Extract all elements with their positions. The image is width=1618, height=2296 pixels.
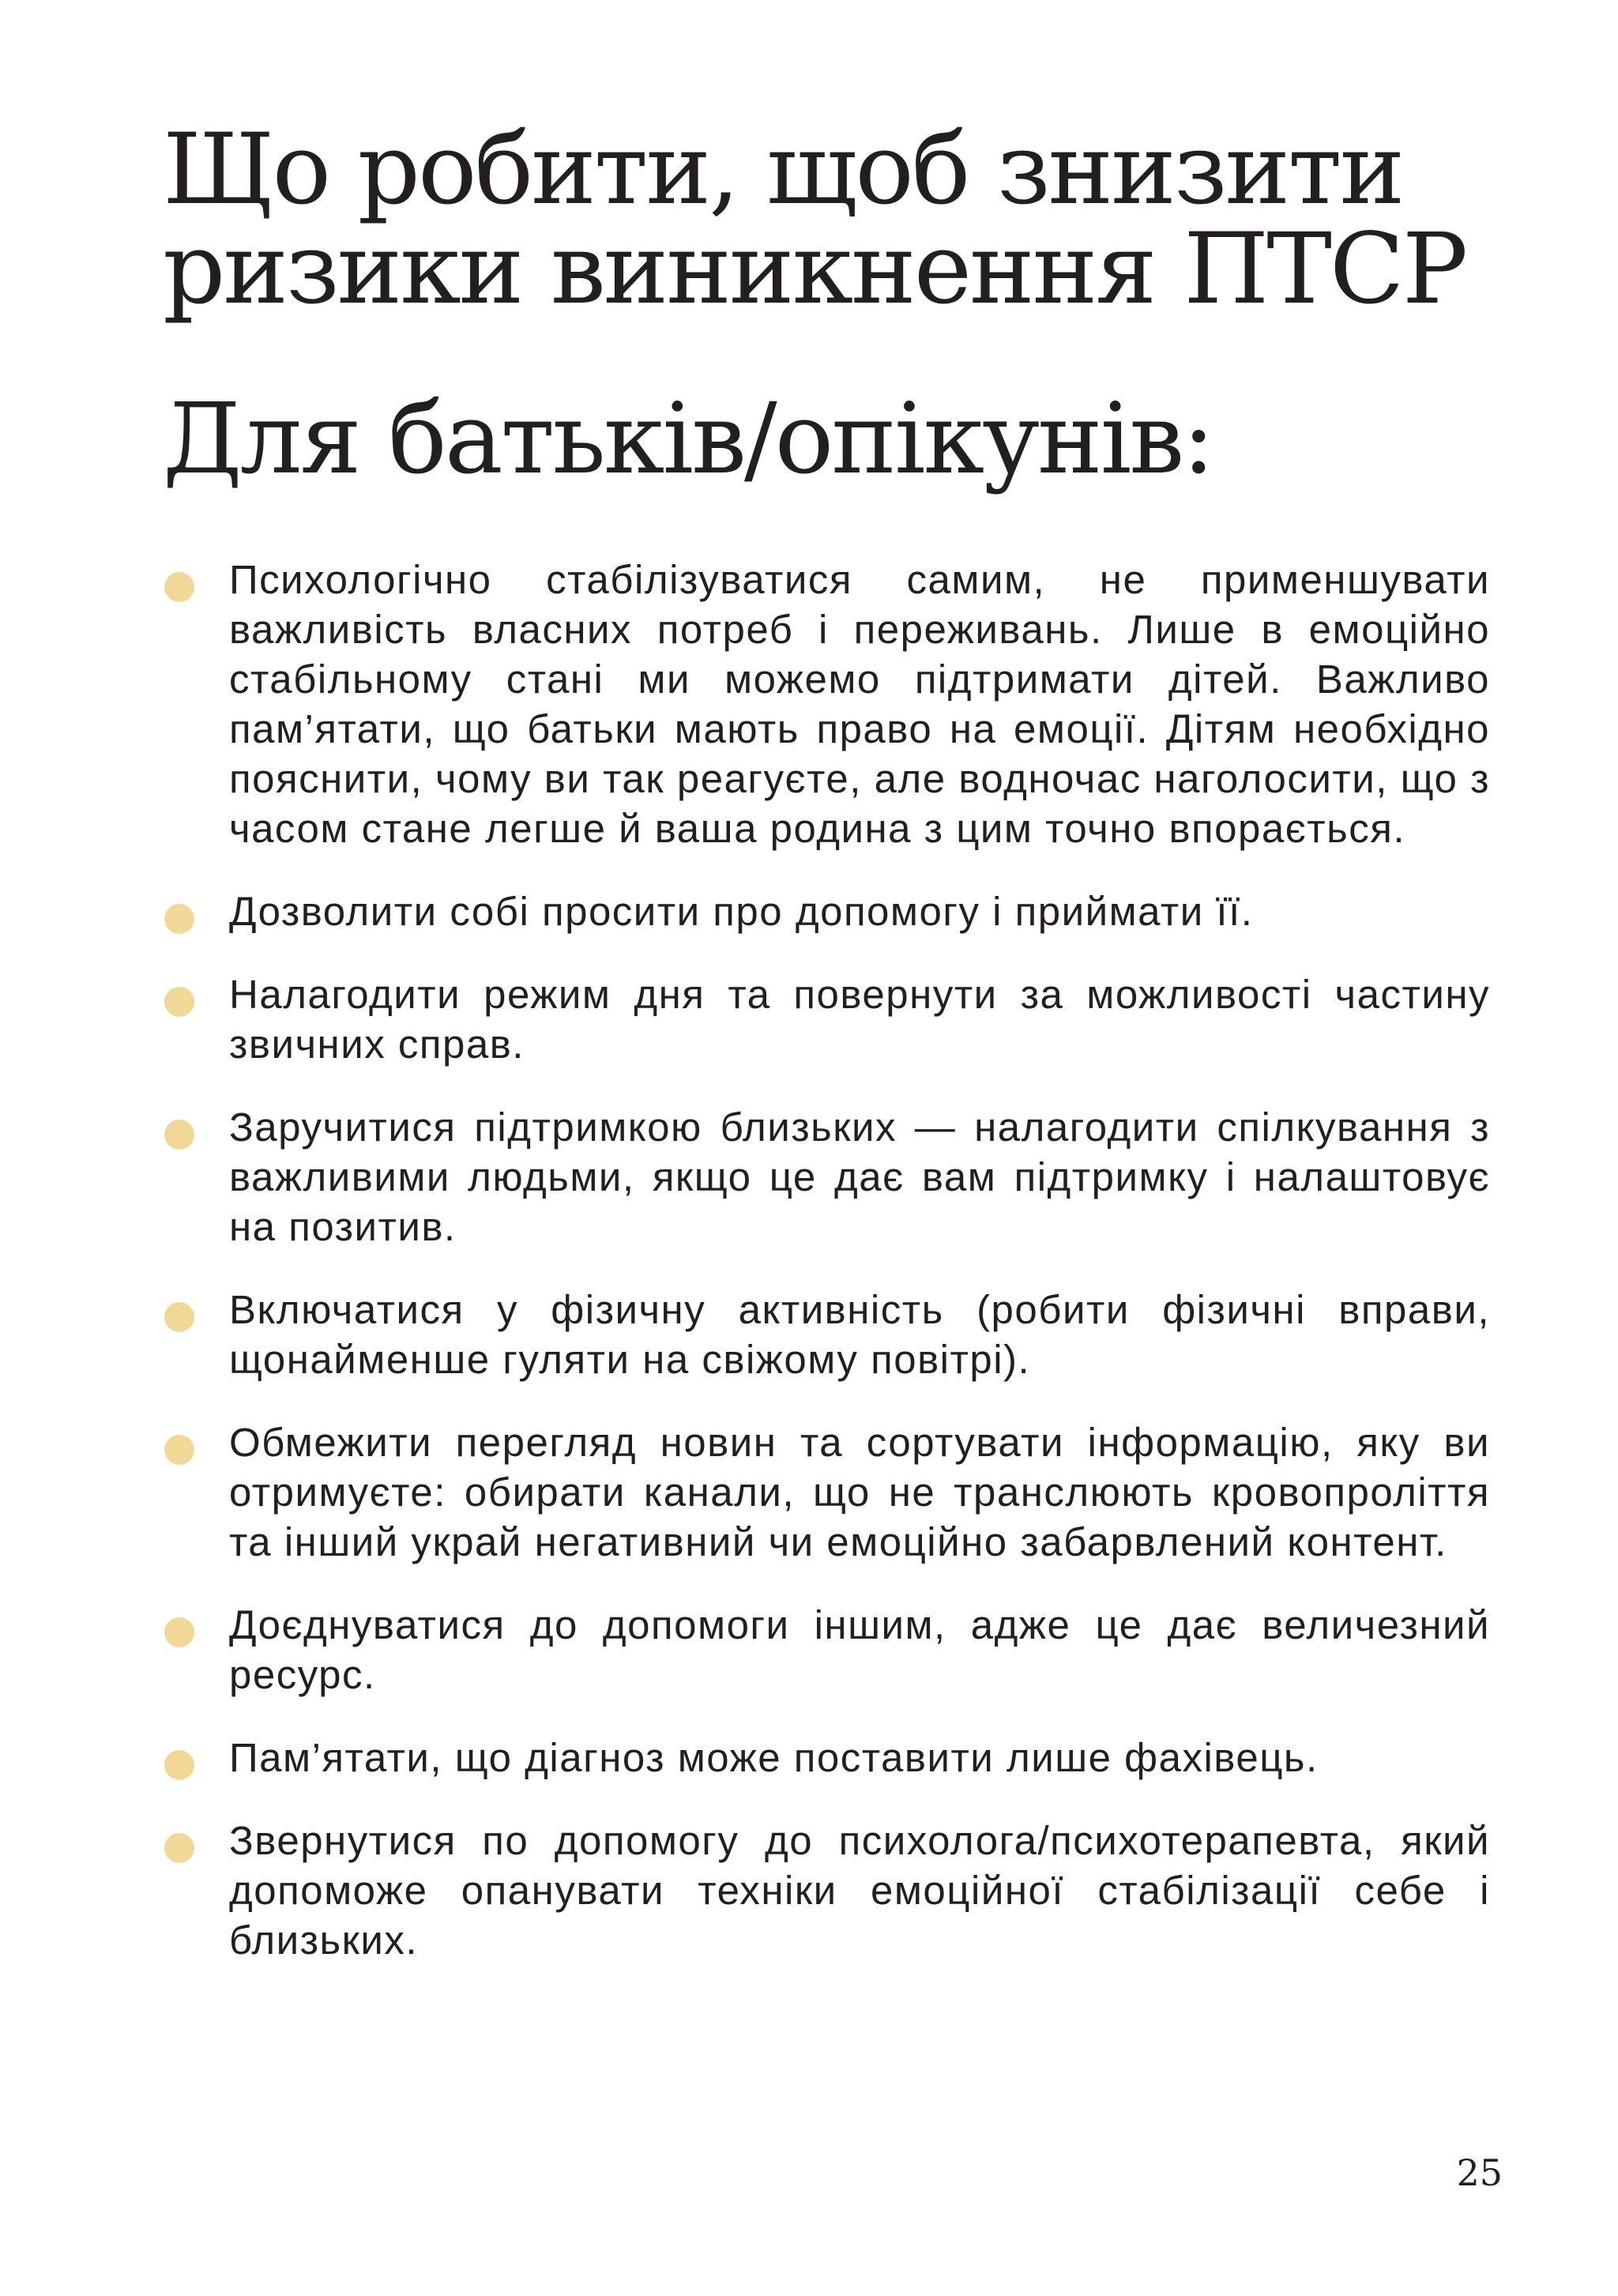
list-item: [163, 1733, 1490, 1782]
page-title-line-1: Що робити, щоб знизити: [163, 113, 1403, 227]
section-heading: Для батьків/опікунів:: [163, 382, 1213, 496]
list-item: [163, 969, 1490, 1069]
list-item: [163, 555, 1490, 853]
list-item-text: Заручитися підтримкою близьких — налагодити спілкування з важливими людьми, якщо це дає вам підтримку і налаштовує на позитив.: [229, 1105, 1490, 1249]
page-title: [163, 113, 1522, 326]
list-item: [163, 1417, 1490, 1567]
bullet-icon: [164, 1302, 194, 1332]
page-number: 25: [1456, 2151, 1503, 2194]
list-item-text: Обмежити перегляд новин та сортувати інформацію, яку ви отримуєте: обирати канали, що не транслюють кровопроліття та інший украй негативний чи емоційно забарвлений контент.: [229, 1420, 1490, 1564]
page-title-line-2: ризики виникнення ПТСР: [163, 213, 1466, 326]
list-item-text: Психологічно стабілізуватися самим, не применшувати важливість власних потреб і переживань. Лише в емоційно стабільному стані ми можемо підтримати дітей. Важливо пам’ятати, що батьки мають право на емоції. Дітям необхідно пояснити, чому ви так реагуєте, але водночас наголосити, що з часом стане легше й ваша родина з цим точно впорається.: [229, 557, 1490, 851]
list-item-text: Звернутися по допомогу до психолога/психотерапевта, який допоможе опанувати техніки емоційної стабілізації себе і близьких.: [229, 1818, 1490, 1963]
list-item-text: Дозволити собі просити про допомогу і приймати її.: [229, 889, 1254, 934]
bullet-icon: [164, 904, 194, 934]
bullet-icon: [164, 1617, 194, 1647]
bullet-icon: [164, 1435, 194, 1465]
list-item-text: Налагодити режим дня та повернути за можливості частину звичних справ.: [229, 972, 1490, 1067]
bullet-icon: [164, 1833, 194, 1863]
bullet-icon: [164, 572, 194, 602]
list-item-text: Включатися у фізичну активність (робити фізичні вправи, щонайменше гуляти на свіжому повітрі).: [229, 1287, 1490, 1382]
list-item: [163, 886, 1490, 936]
list-item-text: Доєднуватися до допомоги іншим, адже це дає величезний ресурс.: [229, 1602, 1490, 1697]
list-item: [163, 1600, 1490, 1699]
bullet-icon: [164, 1120, 194, 1150]
list-item: [163, 1102, 1490, 1252]
list-item: [163, 1816, 1490, 1965]
bullet-icon: [164, 987, 194, 1017]
recommendations-list: [163, 555, 1490, 1998]
bullet-icon: [164, 1750, 194, 1780]
list-item: [163, 1285, 1490, 1384]
list-item-text: Пам’ятати, що діагноз може поставити лише фахівець.: [229, 1735, 1319, 1780]
